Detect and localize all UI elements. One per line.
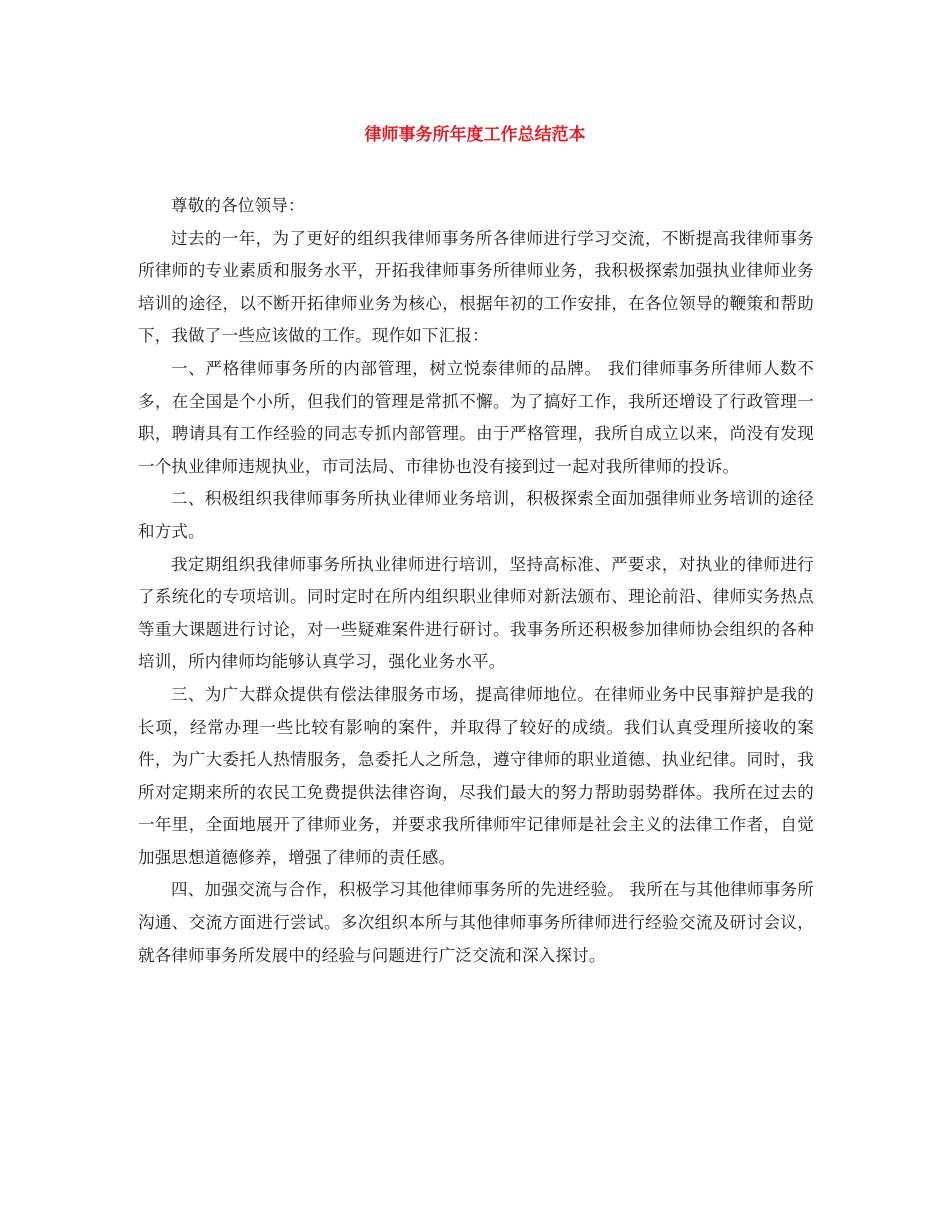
paragraph-section-2-detail: 我定期组织我律师事务所执业律师进行培训，坚持高标准、严要求，对执业的律师进行了系统化的专项培训。同时定时在所内组织职业律师对新法颁布、理论前沿、律师实务热点等重大课题进行讨论，对一些疑难案件进行研讨。我事务所还积极参加律师协会组织的各种培训，所内律师均能够认真学习，强化业务水平。	[138, 554, 814, 672]
paragraph-section-4: 四、加强交流与合作，积极学习其他律师事务所的先进经验。 我所在与其他律师事务所沟通、交流方面进行尝试。多次组织本所与其他律师事务所律师进行经验交流及研讨会议，就各律师事务所发展中的经验与问题进行广泛交流和深入探讨。	[138, 880, 814, 965]
document-title: 律师事务所年度工作总结范本	[364, 125, 586, 145]
paragraph-section-3: 三、为广大群众提供有偿法律服务市场，提高律师地位。在律师业务中民事辩护是我的长项，经常办理一些比较有影响的案件，并取得了较好的成绩。我们认真受理所接收的案件，为广大委托人热情服务，急委托人之所急，遵守律师的职业道德、执业纪律。同时，我所对定期来所的农民工免费提供法律咨询，尽我们最大的努力帮助弱势群体。我所在过去的一年里，全面地展开了律师业务，并要求我所律师牢记律师是社会主义的法律工作者，自觉加强思想道德修养，增强了律师的责任感。	[138, 684, 814, 867]
paragraph-intro: 过去的一年，为了更好的组织我律师事务所各律师进行学习交流，不断提高我律师事务所律师的专业素质和服务水平，开拓我律师事务所律师业务，我积极探索加强执业律师业务培训的途径，以不断开拓律师业务为核心，根据年初的工作安排，在各位领导的鞭策和帮助下，我做了一些应该做的工作。现作如下汇报：	[138, 228, 814, 346]
document-body	[138, 190, 814, 972]
salutation: 尊敬的各位领导：	[171, 196, 305, 215]
paragraph-section-1: 一、严格律师事务所的内部管理，树立悦泰律师的品牌。 我们律师事务所律师人数不多，在全国是个小所，但我们的管理是常抓不懈。为了搞好工作，我所还增设了行政管理一职，聘请具有工作经验的同志专抓内部管理。由于严格管理，我所自成立以来，尚没有发现一个执业律师违规执业，市司法局、市律协也没有接到过一起对我所律师的投诉。	[138, 358, 814, 476]
paragraph-section-2: 二、积极组织我律师事务所执业律师业务培训，积极探索全面加强律师业务培训的途径和方式。	[138, 489, 814, 541]
